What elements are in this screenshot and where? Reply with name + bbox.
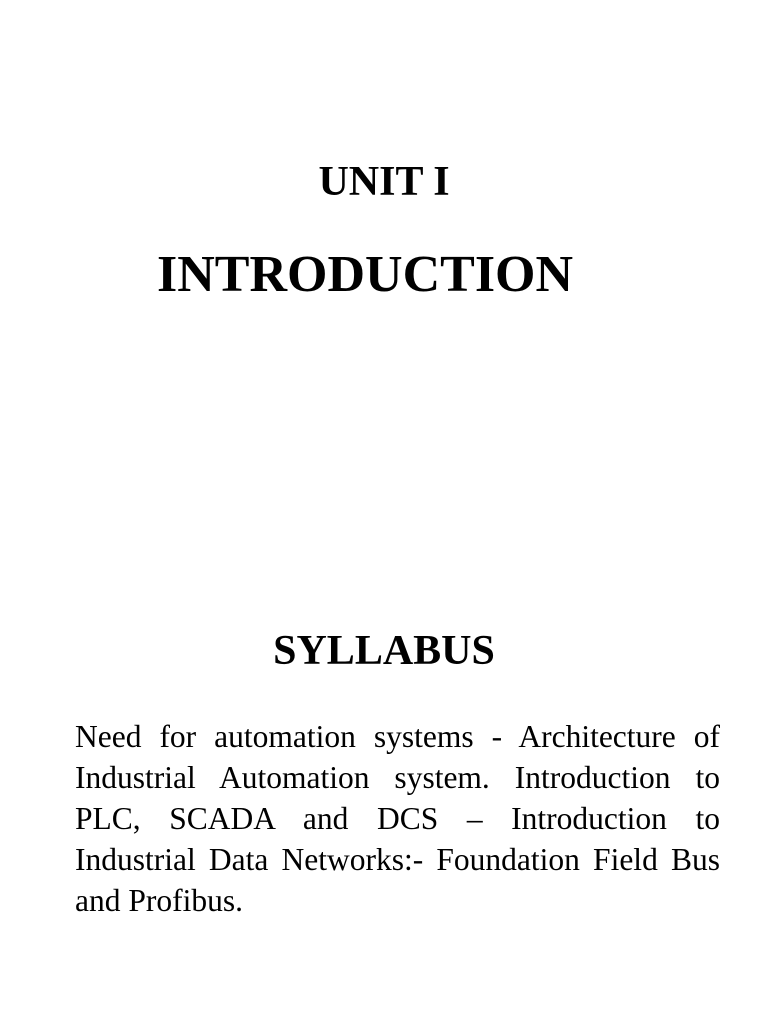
unit-heading: UNIT I: [318, 159, 450, 205]
syllabus-heading: SYLLABUS: [273, 628, 495, 674]
syllabus-paragraph: Need for automation systems - Architecture of Industrial Automation system. Introduction to PLC, SCADA and DCS – Introduction to Industrial Data Networks:- Foundation Field Bus and Profibus.: [75, 719, 720, 918]
chapter-title: INTRODUCTION: [157, 246, 574, 303]
